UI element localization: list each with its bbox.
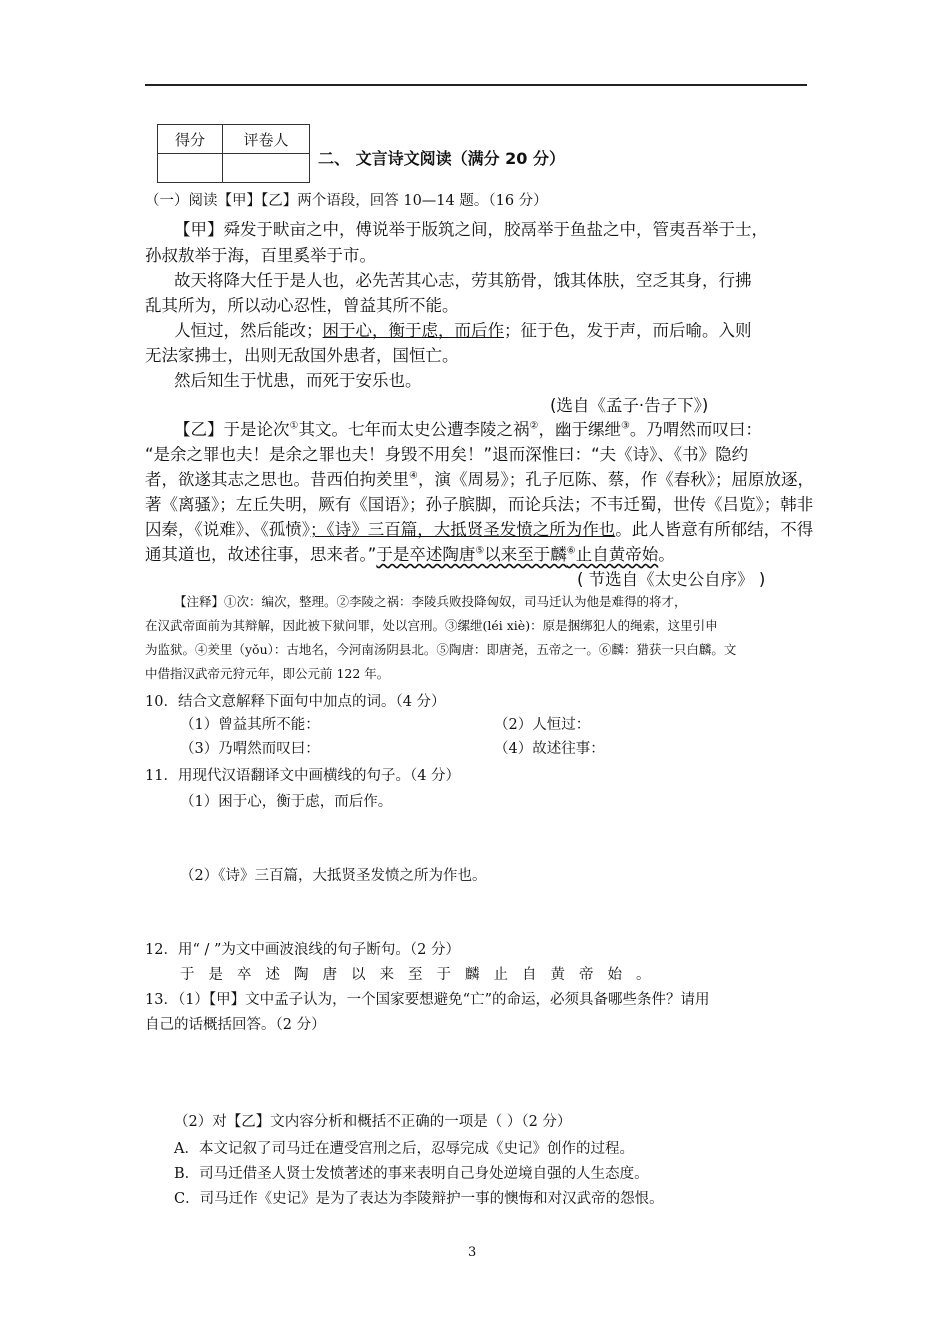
yi-l3-a: 者，欲遂其志之思也。昔西伯拘羑里	[145, 470, 409, 489]
yi-wavy-sentence	[376, 545, 658, 564]
jia-source: (选自《孟子·告子下》)	[550, 396, 709, 415]
jia-p3a	[174, 317, 752, 341]
q10-item3: （3）乃喟然而叹曰：	[180, 741, 320, 757]
q13-stem-line1: 13．（1）【甲】文中孟子认为，一个国家要想避免“亡”的命运，必须具备哪些条件？请用	[145, 992, 710, 1008]
jia-p1a: 【甲】舜发于畎亩之中，傅说举于版筑之间，胶鬲举于鱼盐之中，管夷吾举于士，	[174, 220, 768, 239]
q13-stem-line2: 自己的话概括回答。（2 分）	[145, 1017, 326, 1033]
note-ref-2: ②	[529, 420, 539, 432]
q10-item1: （1）曾益其所不能：	[180, 717, 320, 733]
jia-p3b: 无法家拂士，出则无敌国外患者，国恒亡。	[145, 346, 459, 365]
yi-line1	[174, 416, 762, 440]
yi-l1-d: 。乃喟然而叹曰：	[629, 420, 762, 439]
option-b: B．司马迁借圣人贤士发愤著述的事来表明自己身处逆境自强的人生态度。	[174, 1166, 649, 1182]
note-line1: 【注释】①次：编次，整理。②李陵之祸：李陵兵败投降匈奴，司马迁认为他是难得的将才，	[174, 594, 687, 609]
note-line3: 为监狱。④羑里（yǒu）：古地名，今河南汤阴县北。⑤陶唐：即唐尧，五帝之一。⑥麟：猎获一只白麟。文	[145, 642, 737, 657]
option-c: C．司马迁作《史记》是为了表达为李陵辩护一事的懊悔和对汉武帝的怨恨。	[174, 1191, 664, 1207]
yi-line2: “是余之罪也夫！是余之罪也夫！身毁不用矣！”退而深惟曰：“夫《诗》、《书》隐约	[145, 445, 749, 464]
yi-l1-c: ，幽于缧绁	[538, 420, 621, 439]
yi-l6-end: 。	[658, 545, 675, 564]
note-ref-3: ③	[620, 420, 630, 432]
jia-p3a-post: ；征于色，发于声，而后喻。入则	[504, 321, 752, 340]
yi-line4: 著《离骚》；左丘失明，厥有《国语》；孙子膑脚，而论兵法；不韦迁蜀，世传《吕览》；韩非	[145, 495, 814, 514]
score-label: 得分	[158, 125, 223, 154]
yi-l1-b: 其文。七年而太史公遭李陵之祸	[298, 420, 530, 439]
jia-p4: 然后知生于忧患，而死于安乐也。	[174, 371, 422, 390]
jia-underlined-sentence: 困于心，衡于虑，而后作	[322, 321, 504, 340]
note-ref-5: ⑤	[475, 545, 485, 557]
yi-wavy-1: 于是卒述陶唐	[376, 545, 476, 564]
jia-p2a: 故天将降大任于是人也，必先苦其心志，劳其筋骨，饿其体肤，空乏其身，行拂	[174, 271, 752, 290]
section-title: 二、 文言诗文阅读（满分 20 分）	[318, 149, 565, 168]
note-ref-4: ④	[409, 470, 418, 482]
q11-stem: 11．用现代汉语翻译文中画横线的句子。（4 分）	[145, 768, 461, 784]
option-a: A．本文记叙了司马迁在遭受宫刑之后，忍辱完成《史记》创作的过程。	[174, 1141, 634, 1157]
note-line4: 中借指汉武帝元狩元年，即公元前 122 年。	[145, 666, 390, 681]
grader-label: 评卷人	[223, 125, 310, 154]
yi-line5	[145, 516, 813, 540]
yi-wavy-3: 止自黄帝始	[575, 545, 659, 564]
yi-source: ( 节选自《太史公自序》 )	[577, 570, 766, 589]
jia-p2b: 乱其所为，所以动心忍性，曾益其所不能。	[145, 296, 459, 315]
yi-line6	[145, 541, 675, 565]
q13-part2: （2）对【乙】文内容分析和概括不正确的一项是（ ）（2 分）	[174, 1114, 572, 1130]
yi-l6-a: 通其道也，故述往事，思来者。”	[145, 545, 377, 564]
yi-l5-b: 。此人皆意有所郁结，不得	[615, 520, 814, 539]
yi-l5-a: 囚秦，《说难》、《孤愤》	[145, 520, 310, 539]
header-rule	[145, 84, 807, 86]
note-ref-6: ⑥	[566, 545, 576, 557]
q10-item4: （4）故述往事：	[494, 741, 605, 757]
q12-stem: 12．用“ / ”为文中画波浪线的句子断句。（2 分）	[145, 942, 460, 958]
yi-line3	[145, 466, 814, 490]
yi-wavy-2: 以来至于麟	[484, 545, 567, 564]
q11-item1: （1）困于心，衡于虑，而后作。	[180, 794, 393, 810]
score-table	[157, 124, 310, 183]
note-line2: 在汉武帝面前为其辩解，因此被下狱问罪，处以宫刑。③缧绁(léi xiè)：原是捆绑犯人的绳索，这里引申	[145, 618, 718, 633]
q10-item2: （2）人恒过：	[494, 717, 591, 733]
yi-l3-b: ，演《周易》；孔子厄陈、蔡，作《春秋》；屈原放逐，	[417, 470, 814, 489]
jia-p1b: 孙叔敖举于海，百里奚举于市。	[145, 246, 376, 265]
q11-item2: （2）《诗》三百篇，大抵贤圣发愤之所为作也。	[180, 868, 487, 884]
yi-l1-a: 【乙】于是论次	[174, 420, 290, 439]
yi-underlined-sentence: ；《诗》三百篇，大抵贤圣发愤之所为作也	[310, 520, 616, 539]
grader-cell	[223, 154, 310, 183]
reading-intro: （一）阅读【甲】【乙】两个语段，回答 10—14 题。（16 分）	[145, 193, 548, 209]
q10-stem: 10．结合文意解释下面句中加点的词。（4 分）	[145, 694, 446, 710]
page-number: 3	[468, 1245, 477, 1260]
score-cell	[158, 154, 223, 183]
q12-text: 于是卒述陶唐以来至于麟止自黄帝始。	[180, 967, 665, 983]
note-ref-1: ①	[289, 420, 299, 432]
jia-p3a-pre: 人恒过，然后能改；	[174, 321, 323, 340]
